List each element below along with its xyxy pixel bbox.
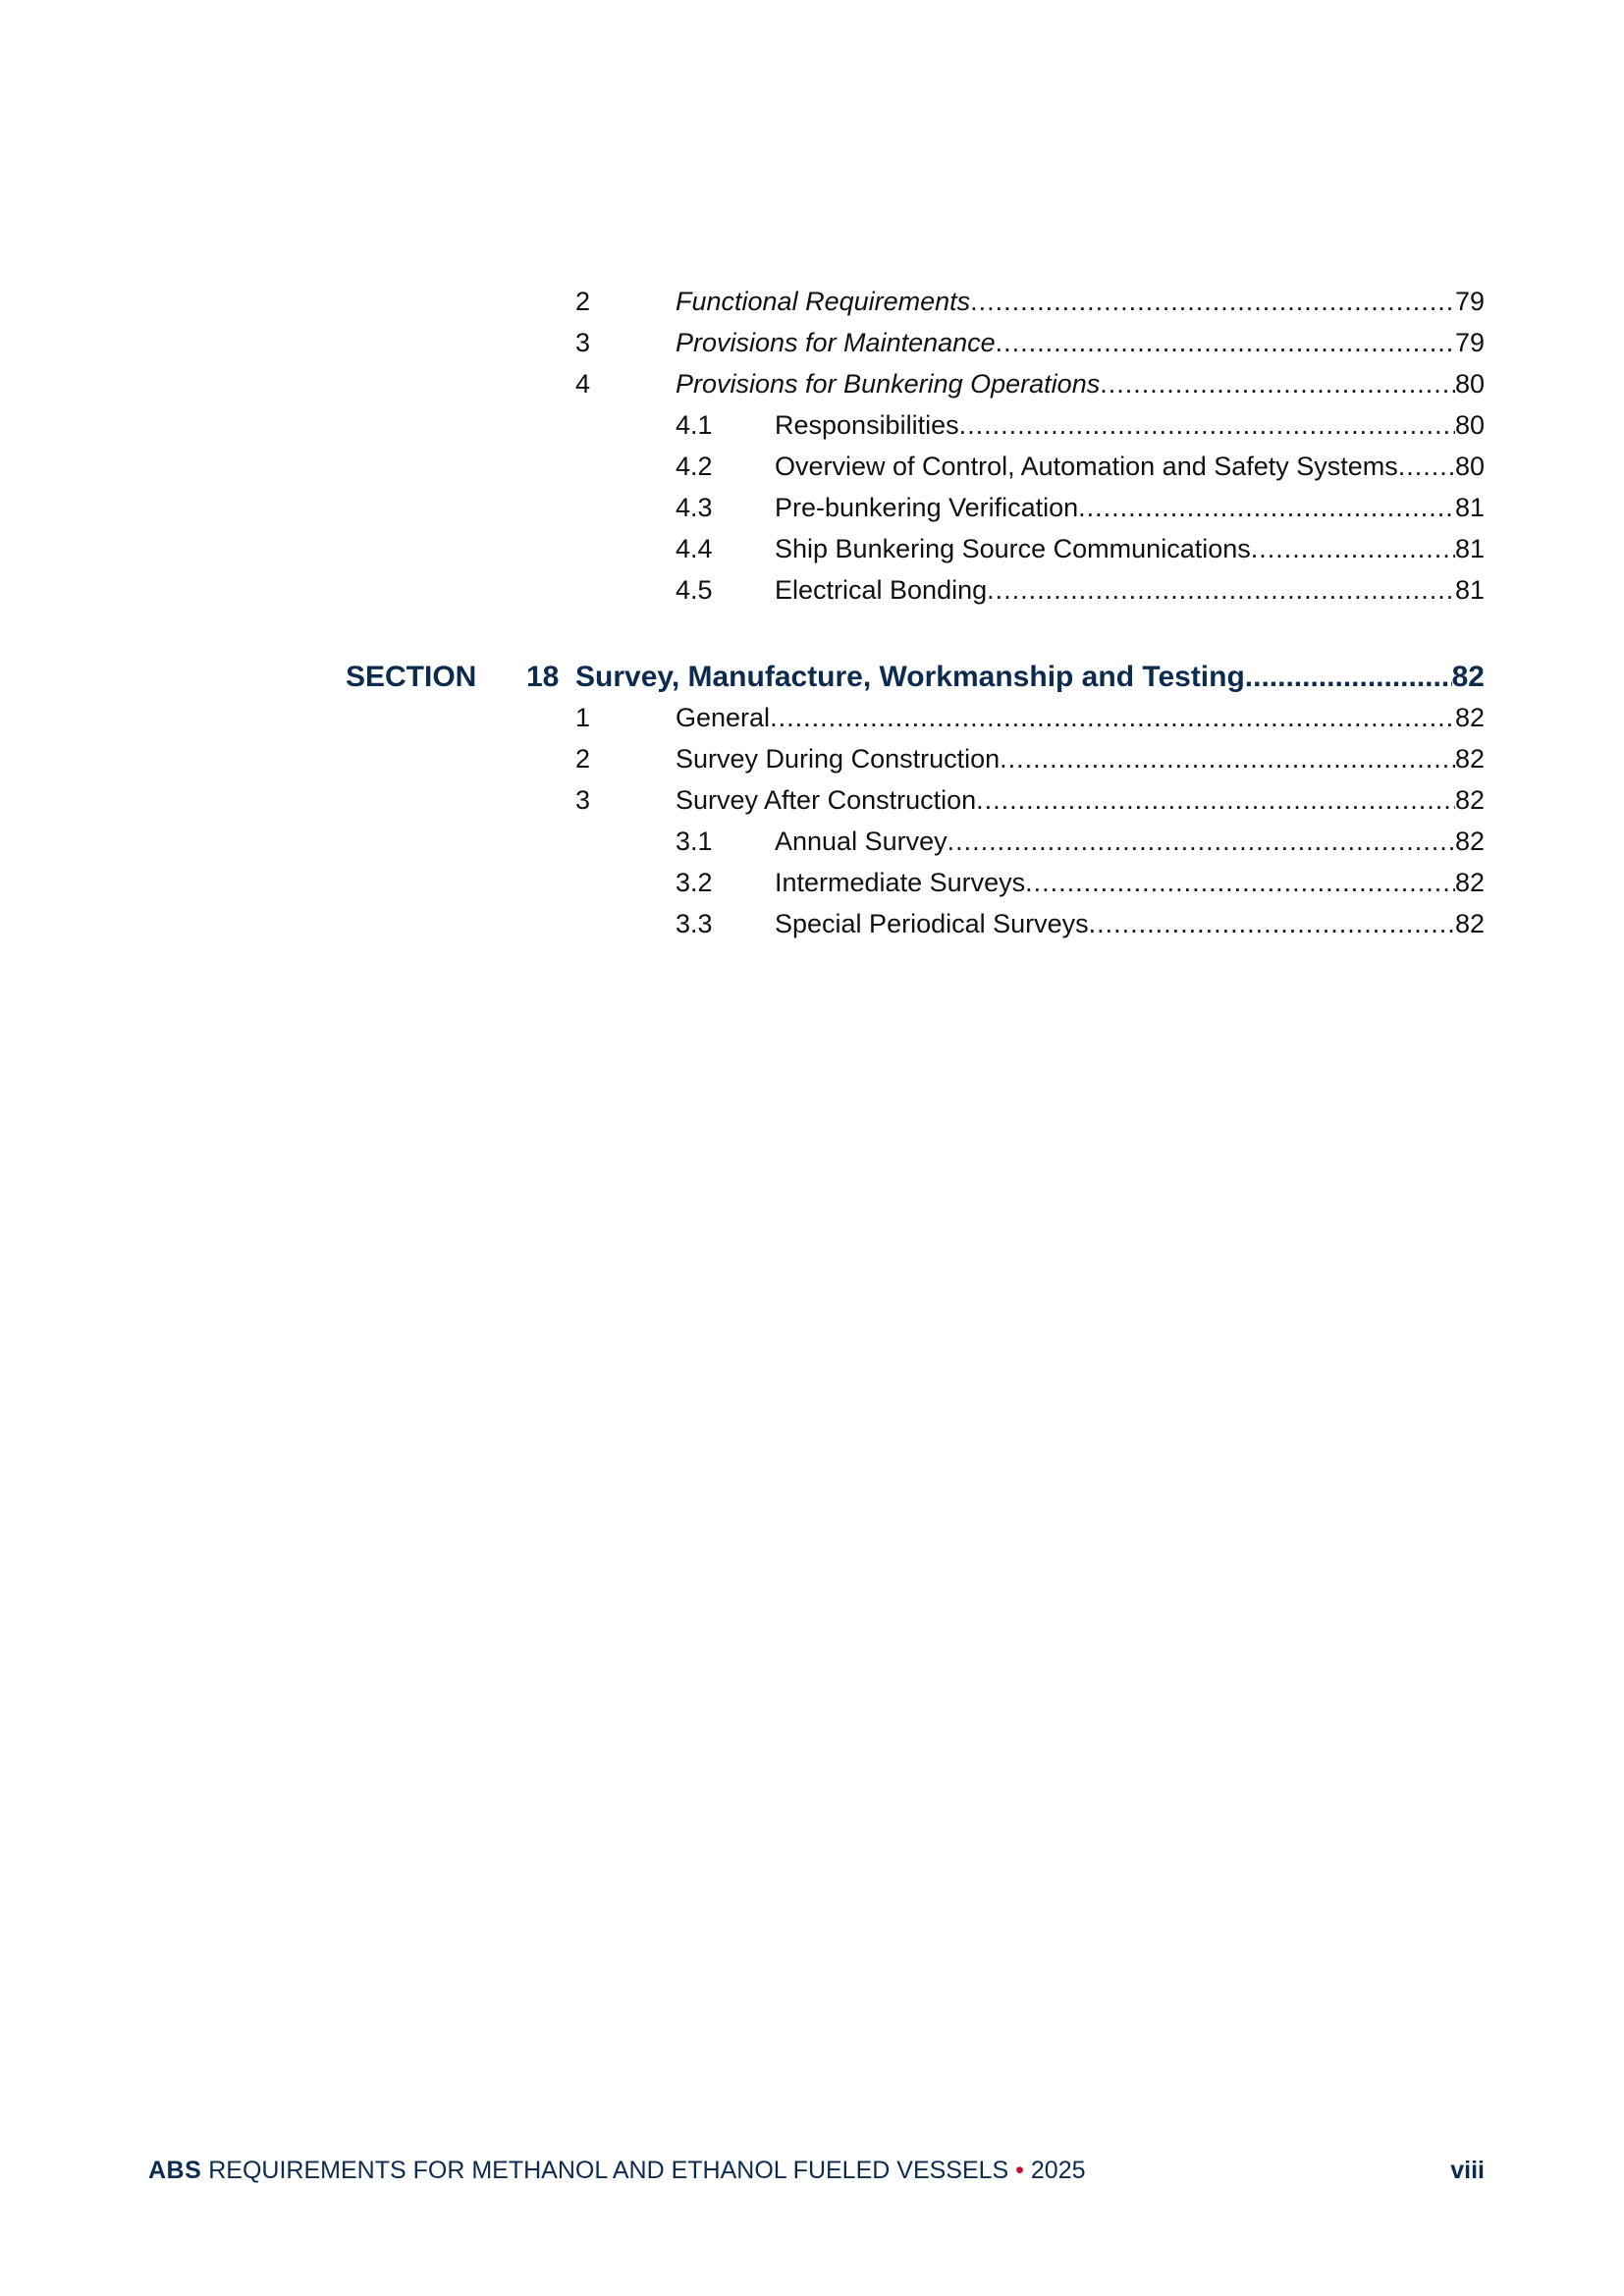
toc-subentry[interactable] — [676, 866, 1485, 899]
toc-entry-page: 80 — [1454, 369, 1485, 399]
toc-entry-page: 82 — [1454, 909, 1485, 938]
toc-entry-number: 4.3 — [676, 493, 713, 522]
toc-entry-number: 3.1 — [676, 827, 713, 856]
toc-entry[interactable] — [575, 742, 1485, 775]
dot-leader — [959, 408, 1455, 442]
toc-entry[interactable] — [575, 701, 1485, 734]
toc-entry-title: Provisions for Bunkering Operations — [676, 369, 1101, 399]
toc-entry-title: Provisions for Maintenance — [676, 328, 996, 357]
toc-entry-number: 4 — [575, 369, 591, 399]
toc-entry-number: 4.2 — [676, 452, 713, 481]
toc-subentry[interactable] — [676, 825, 1485, 858]
toc-entry[interactable] — [575, 783, 1485, 817]
toc-entry-number: 2 — [575, 744, 591, 774]
dot-leader — [770, 701, 1455, 734]
toc-entry-number: 3.2 — [676, 868, 713, 897]
footer-document-title: REQUIREMENTS FOR METHANOL AND ETHANOL FUELED VESSELS — [208, 2157, 1009, 2184]
toc-entry-page: 79 — [1454, 328, 1485, 357]
toc-entry-page: 81 — [1454, 575, 1485, 605]
toc-entry-number: 2 — [575, 287, 591, 316]
toc-entry-number: 3 — [575, 328, 591, 357]
toc-section-heading[interactable] — [346, 658, 1485, 697]
dot-leader — [996, 326, 1455, 359]
toc-entry-page: 82 — [1454, 703, 1485, 732]
toc-entry-title: Electrical Bonding — [775, 575, 988, 605]
dot-leader — [1089, 907, 1455, 940]
toc-entry-page: 80 — [1454, 452, 1485, 481]
toc-entry-page: 82 — [1454, 827, 1485, 856]
toc-entry-title: Functional Requirements — [676, 287, 971, 316]
toc-entry-page: 79 — [1454, 287, 1485, 316]
toc-entry-page: 81 — [1454, 534, 1485, 563]
section-page: 82 — [1451, 661, 1485, 693]
dot-leader — [1100, 367, 1455, 400]
toc-entry-title: Survey After Construction — [676, 785, 977, 815]
toc-subentry[interactable] — [676, 450, 1485, 483]
footer-year: 2025 — [1030, 2157, 1086, 2184]
page-footer — [148, 2154, 1485, 2187]
toc-entry-title: Special Periodical Surveys — [775, 909, 1089, 938]
toc-entry-page: 82 — [1454, 744, 1485, 774]
toc-entry[interactable] — [575, 367, 1485, 400]
toc-entry-title: Ship Bunkering Source Communications — [775, 534, 1251, 563]
toc-entry-title: Annual Survey — [775, 827, 947, 856]
dot-leader — [970, 285, 1455, 318]
footer-bullet: • — [1015, 2157, 1024, 2184]
dot-leader — [1245, 658, 1452, 697]
dot-leader — [1000, 742, 1455, 775]
toc-entry-page: 81 — [1454, 493, 1485, 522]
dot-leader — [987, 573, 1455, 607]
dot-leader — [1025, 866, 1455, 899]
footer-brand: ABS — [148, 2157, 202, 2184]
toc-subentry[interactable] — [676, 491, 1485, 524]
toc-entry-title: Survey During Construction — [676, 744, 1001, 774]
toc-entry-title: Overview of Control, Automation and Safety Systems — [775, 452, 1398, 481]
toc-entry-number: 3 — [575, 785, 591, 815]
toc-entry-title: Pre-bunkering Verification — [775, 493, 1079, 522]
toc-entry[interactable] — [575, 326, 1485, 359]
dot-leader — [976, 783, 1455, 817]
toc-entry-number: 4.4 — [676, 534, 713, 563]
toc-subentry[interactable] — [676, 532, 1485, 565]
dot-leader — [1251, 532, 1455, 565]
section-title: Survey, Manufacture, Workmanship and Testing — [575, 661, 1245, 693]
toc-entry-number: 4.5 — [676, 575, 713, 605]
toc-subentry[interactable] — [676, 907, 1485, 940]
toc-entry-number: 1 — [575, 703, 591, 732]
toc-entry-title: General — [676, 703, 771, 732]
toc-entry[interactable] — [575, 285, 1485, 318]
toc-entry-page: 80 — [1454, 410, 1485, 440]
toc-entry-number: 3.3 — [676, 909, 713, 938]
toc-entry-title: Responsibilities — [775, 410, 959, 440]
toc-entry-title: Intermediate Surveys — [775, 868, 1026, 897]
section-number: 18 — [526, 661, 560, 693]
toc-subentry[interactable] — [676, 573, 1485, 607]
toc-entry-page: 82 — [1454, 868, 1485, 897]
toc-subentry[interactable] — [676, 408, 1485, 442]
dot-leader — [1078, 491, 1455, 524]
dot-leader — [1398, 450, 1455, 483]
dot-leader — [947, 825, 1455, 858]
toc-entry-page: 82 — [1454, 785, 1485, 815]
section-label: SECTION — [346, 661, 477, 693]
toc-entry-number: 4.1 — [676, 410, 713, 440]
footer-page-number: viii — [1450, 2157, 1485, 2184]
